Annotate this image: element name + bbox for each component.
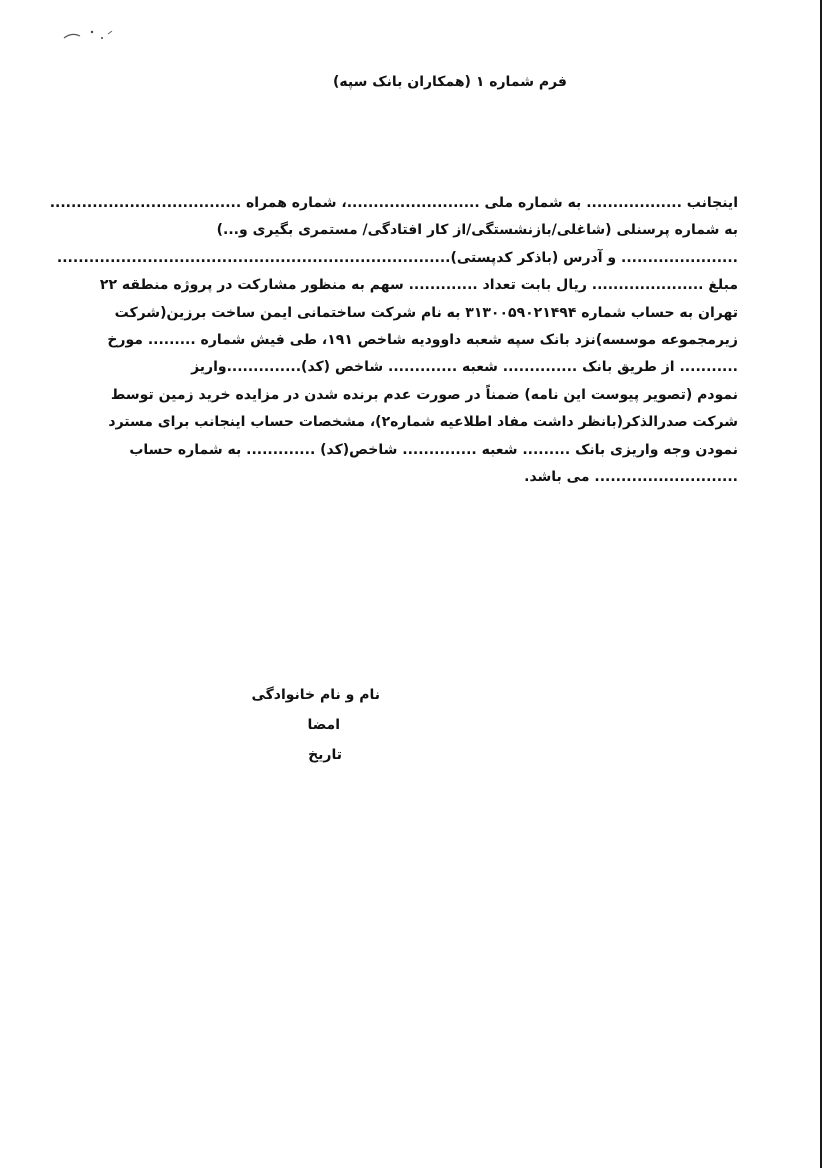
scan-speck-mark bbox=[62, 24, 118, 44]
form-title: فرم شماره ۱ (همکاران بانک سپه) bbox=[333, 74, 567, 90]
signature-block bbox=[220, 680, 380, 770]
body-line: نمودن وجه واریزی بانک ......... شعبه .............. شاخص(کد) ............. به شماره حساب bbox=[129, 441, 738, 458]
body-line: نمودم (تصویر پیوست این نامه) ضمناً در صورت عدم برنده شدن در مزایده خرید زمین توسط bbox=[110, 386, 738, 403]
body-line: زیرمجموعه موسسه)نزد بانک سپه شعبه داوودیه شاخص ۱۹۱، طی فیش شماره ......... مورخ bbox=[107, 331, 738, 348]
body-line: ........................... می باشد. bbox=[524, 468, 738, 485]
signature-label: امضا bbox=[307, 717, 340, 733]
form-body bbox=[49, 190, 738, 491]
body-line: مبلغ ..................... ریال بابت تعداد ............. سهم به منظور مشارکت در پروژه منطقه ۲۲ bbox=[99, 277, 738, 294]
body-line: اینجانب .................. به شماره ملی .........................، شماره همراه .................................... bbox=[49, 195, 738, 211]
body-line: تهران به حساب شماره ۳۱۳۰۰۵۹۰۲۱۴۹۴ به نام شرکت ساختمانی ایمن ساخت برزین(شرکت bbox=[114, 304, 738, 321]
body-line: ........... از طریق بانک .............. شعبه ............. شاخص (کد)..............واریز bbox=[191, 359, 738, 376]
body-line: به شماره پرسنلی (شاغلی/بازنشستگی/از کار افتادگی/ مستمری بگیری و...) bbox=[216, 222, 738, 239]
body-line: ...................... و آدرس (باذکر کدپستی).......................................................................... bbox=[56, 249, 738, 266]
date-label: تاریخ bbox=[308, 747, 342, 763]
name-label: نام و نام خانوادگی bbox=[251, 687, 380, 703]
body-line: شرکت صدرالذکر(بانظر داشت مفاد اطلاعیه شماره۲)، مشخصات حساب اینجانب برای مسترد bbox=[108, 414, 738, 431]
scan-edge-line bbox=[820, 0, 822, 1168]
